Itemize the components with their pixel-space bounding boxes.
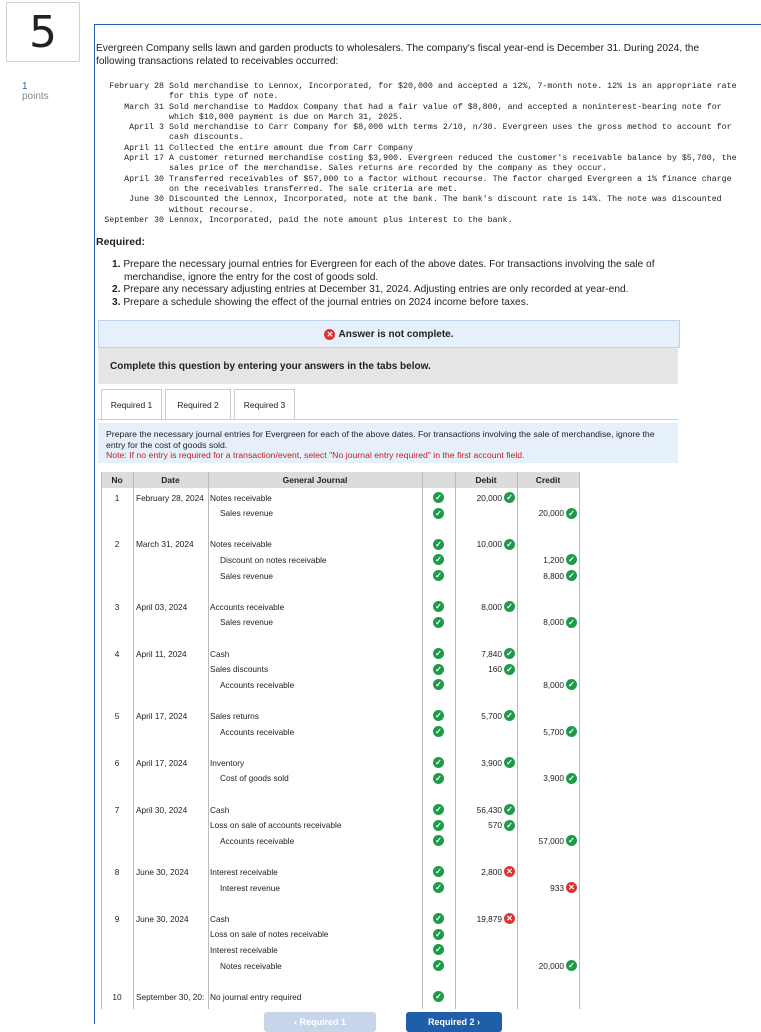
question-border-left — [94, 24, 95, 1024]
ok-check-icon: ✓ — [433, 539, 444, 550]
debit-amount: 56,430 — [476, 804, 502, 815]
account-select[interactable]: Accounts receivable — [220, 726, 295, 737]
debit-field[interactable] — [455, 664, 517, 675]
account-status — [422, 726, 455, 737]
account-status — [422, 804, 455, 815]
ok-check-icon: ✓ — [566, 726, 577, 737]
transaction-text: Sold merchandise to Lennox, Incorporated, for $20,000 and accepted a 12%, 7-month note. 12% is an appropriate rate for this type of note. — [169, 82, 742, 102]
transaction-text: A customer returned merchandise costing $3,900. Evergreen reduced the customer's receivable balance by $5,700, the sales price of the merchandise. Sales returns are recorded by the company as they occur. — [169, 154, 742, 174]
account-select[interactable]: Sales revenue — [220, 570, 274, 581]
ok-check-icon: ✓ — [566, 679, 577, 690]
account-select[interactable]: Cash — [210, 804, 230, 815]
ok-check-icon: ✓ — [433, 991, 444, 1002]
ok-check-icon: ✓ — [433, 664, 444, 675]
credit-wrap — [517, 773, 579, 784]
requirement-number: 2. — [112, 284, 121, 295]
transaction-date: April 30 — [124, 174, 164, 184]
credit-wrap — [517, 617, 579, 628]
instruction-note: Note: If no entry is required for a transaction/event, select "No journal entry required" in the first account field. — [106, 450, 525, 460]
table-row — [101, 989, 579, 1004]
transaction-row — [96, 123, 746, 144]
entry-date[interactable]: March 31, 2024 — [136, 539, 194, 550]
transaction-row — [96, 154, 746, 175]
question-number: 5 — [6, 2, 80, 62]
ok-check-icon: ✓ — [566, 773, 577, 784]
column-divider — [208, 472, 209, 1009]
debit-wrap — [455, 648, 517, 659]
account-select[interactable]: Cash — [210, 648, 230, 659]
tab-bar — [101, 389, 298, 421]
header-no: No — [111, 475, 123, 485]
debit-field[interactable] — [455, 804, 517, 815]
credit-field[interactable] — [517, 882, 579, 893]
ok-check-icon: ✓ — [504, 601, 515, 612]
debit-amount: 8,000 — [481, 601, 502, 612]
account-status — [422, 570, 455, 581]
debit-amount: 570 — [488, 820, 502, 831]
points-indicator — [22, 82, 49, 102]
debit-wrap — [455, 757, 517, 768]
entry-number: 10 — [112, 991, 122, 1002]
column-divider — [579, 472, 580, 1009]
debit-field[interactable] — [455, 710, 517, 721]
table-row — [101, 927, 579, 942]
entry-date[interactable]: September 30, 20: — [136, 991, 205, 1002]
table-row — [101, 864, 579, 879]
transaction-row — [96, 175, 746, 196]
ok-check-icon: ✓ — [433, 508, 444, 519]
credit-field[interactable] — [517, 726, 579, 737]
debit-amount: 2,800 — [481, 866, 502, 877]
next-button[interactable]: Required 2 › — [406, 1012, 502, 1032]
account-select[interactable]: Notes receivable — [210, 492, 272, 503]
account-select[interactable]: Sales revenue — [220, 508, 274, 519]
table-row — [101, 833, 579, 848]
transaction-date: March 31 — [124, 102, 164, 112]
transaction-row — [96, 216, 746, 226]
account-select[interactable]: Interest receivable — [210, 866, 278, 877]
ok-check-icon: ✓ — [433, 944, 444, 955]
credit-wrap — [517, 726, 579, 737]
ok-check-icon: ✓ — [433, 913, 444, 924]
table-row — [101, 755, 579, 770]
account-select[interactable]: Sales discounts — [210, 664, 269, 675]
account-status — [422, 539, 455, 550]
debit-amount: 7,840 — [481, 648, 502, 659]
error-icon: ✕ — [324, 329, 335, 340]
transaction-date: June 30 — [129, 195, 164, 205]
points-value: 1 — [22, 81, 28, 92]
debit-amount: 10,000 — [476, 539, 502, 550]
account-status — [422, 757, 455, 768]
transaction-row — [96, 144, 746, 154]
entry-date[interactable]: June 30, 2024 — [136, 913, 189, 924]
account-status — [422, 866, 455, 877]
debit-wrap — [455, 710, 517, 721]
credit-wrap — [517, 679, 579, 690]
account-select[interactable]: Interest revenue — [220, 882, 280, 893]
requirement-item — [112, 297, 712, 310]
table-row — [101, 818, 579, 833]
debit-field[interactable] — [455, 866, 517, 877]
credit-field[interactable] — [517, 554, 579, 565]
account-status — [422, 508, 455, 519]
table-row — [101, 880, 579, 895]
debit-field[interactable] — [455, 757, 517, 768]
tab-required-1[interactable]: Required 1 — [101, 389, 162, 421]
table-row — [101, 708, 579, 723]
table-row — [101, 506, 579, 521]
debit-amount: 19,879 — [476, 913, 502, 924]
ok-check-icon: ✓ — [433, 960, 444, 971]
requirement-text: Prepare any necessary adjusting entries at December 31, 2024. Adjusting entries are only recorded at year-end. — [123, 284, 629, 295]
ok-check-icon: ✓ — [433, 554, 444, 565]
credit-wrap — [517, 554, 579, 565]
account-status — [422, 601, 455, 612]
requirement-item — [112, 259, 712, 284]
transaction-text: Sold merchandise to Carr Company for $8,000 with terms 2/10, n/30. Evergreen uses the gross method to account for cash discounts. — [169, 123, 737, 143]
ok-check-icon: ✓ — [433, 570, 444, 581]
ok-check-icon: ✓ — [566, 835, 577, 846]
account-select[interactable]: Interest receivable — [210, 944, 278, 955]
account-select[interactable]: Accounts receivable — [210, 601, 285, 612]
journal-table — [101, 472, 579, 1002]
instructions-bar — [98, 348, 678, 384]
debit-field[interactable] — [455, 648, 517, 659]
ok-check-icon: ✓ — [433, 726, 444, 737]
header-date: Date — [161, 475, 180, 485]
ok-check-icon: ✓ — [433, 773, 444, 784]
credit-wrap — [517, 882, 579, 893]
table-row — [101, 911, 579, 926]
account-status — [422, 554, 455, 565]
ok-check-icon: ✓ — [566, 617, 577, 628]
credit-amount: 57,000 — [538, 835, 564, 846]
credit-field[interactable] — [517, 508, 579, 519]
debit-amount: 160 — [488, 664, 502, 675]
error-icon: ✕ — [504, 913, 515, 924]
table-row — [101, 537, 579, 552]
account-select[interactable]: Accounts receivable — [220, 835, 295, 846]
table-row — [101, 615, 579, 630]
transaction-text: Transferred receivables of $57,000 to a factor without recourse. The factor charged Evergreen a 1% finance charge on the receivables transferred. The sale criteria are met. — [169, 174, 737, 194]
ok-check-icon: ✓ — [566, 554, 577, 565]
transaction-row — [96, 103, 746, 124]
column-divider — [517, 472, 518, 1009]
ok-check-icon: ✓ — [433, 710, 444, 721]
account-status — [422, 664, 455, 675]
account-status — [422, 913, 455, 924]
table-row — [101, 646, 579, 661]
complete-text: Complete this question by entering your answers in the tabs below. — [110, 360, 431, 372]
ok-check-icon: ✓ — [433, 492, 444, 503]
entry-number: 6 — [114, 757, 120, 768]
debit-wrap — [455, 866, 517, 877]
account-status — [422, 492, 455, 503]
account-status — [422, 929, 455, 940]
transaction-text: Collected the entire amount due from Carr Company — [169, 143, 413, 153]
credit-field[interactable] — [517, 960, 579, 971]
table-row — [101, 490, 579, 505]
ok-check-icon: ✓ — [433, 835, 444, 846]
debit-wrap — [455, 492, 517, 503]
credit-amount: 8,800 — [543, 570, 564, 581]
instruction-text: Prepare the necessary journal entries for Evergreen for each of the above dates. For transactions involving the sale of merchandise, ignore the entry for the cost of goods sold. — [106, 429, 655, 450]
credit-wrap — [517, 960, 579, 971]
requirements-list — [112, 259, 712, 309]
credit-wrap — [517, 508, 579, 519]
ok-check-icon: ✓ — [504, 804, 515, 815]
ok-check-icon: ✓ — [433, 617, 444, 628]
transaction-date: April 11 — [124, 143, 164, 153]
column-divider — [455, 472, 456, 1009]
table-row — [101, 724, 579, 739]
table-row — [101, 552, 579, 567]
entry-date[interactable]: April 11, 2024 — [136, 648, 187, 659]
ok-check-icon: ✓ — [504, 820, 515, 831]
account-select[interactable]: Sales revenue — [220, 617, 274, 628]
ok-check-icon: ✓ — [566, 570, 577, 581]
account-select[interactable]: Loss on sale of accounts receivable — [210, 820, 342, 831]
ok-check-icon: ✓ — [504, 539, 515, 550]
credit-wrap — [517, 570, 579, 581]
transaction-row — [96, 82, 746, 103]
table-row — [101, 958, 579, 973]
requirement-item — [112, 284, 712, 297]
ok-check-icon: ✓ — [504, 757, 515, 768]
banner-text: Answer is not complete. — [338, 328, 454, 340]
account-status — [422, 820, 455, 831]
debit-field[interactable] — [455, 539, 517, 550]
credit-amount: 933 — [550, 882, 564, 893]
points-label: points — [22, 91, 49, 102]
account-status — [422, 648, 455, 659]
credit-field[interactable] — [517, 773, 579, 784]
required-heading: Required: — [96, 236, 146, 248]
table-row — [101, 802, 579, 817]
credit-amount: 1,200 — [543, 554, 564, 565]
entry-number: 4 — [114, 648, 120, 659]
error-icon: ✕ — [566, 882, 577, 893]
table-row — [101, 599, 579, 614]
debit-wrap — [455, 601, 517, 612]
credit-field[interactable] — [517, 617, 579, 628]
ok-check-icon: ✓ — [433, 757, 444, 768]
credit-field[interactable] — [517, 679, 579, 690]
credit-field[interactable] — [517, 570, 579, 581]
table-row — [101, 942, 579, 957]
credit-amount: 20,000 — [538, 960, 564, 971]
entry-number: 7 — [114, 804, 120, 815]
entry-date[interactable]: April 30, 2024 — [136, 804, 188, 815]
entry-date[interactable]: February 28, 2024 — [136, 492, 204, 503]
requirement-number: 3. — [112, 296, 121, 308]
ok-check-icon: ✓ — [504, 664, 515, 675]
ok-check-icon: ✓ — [566, 508, 577, 519]
transaction-date: April 3 — [129, 123, 164, 133]
account-status — [422, 710, 455, 721]
requirement-text: Prepare the necessary journal entries for Evergreen for each of the above dates. For transactions involving the sale of merchandise, ignore the entry for the cost of goods sold. — [123, 259, 655, 283]
credit-amount: 8,000 — [543, 679, 564, 690]
debit-wrap — [455, 664, 517, 675]
account-select[interactable]: Cost of goods sold — [220, 773, 289, 784]
account-status — [422, 960, 455, 971]
debit-field[interactable] — [455, 601, 517, 612]
table-row — [101, 677, 579, 692]
account-select[interactable]: No journal entry required — [210, 991, 302, 1002]
ok-check-icon: ✓ — [433, 648, 444, 659]
column-divider — [101, 472, 102, 1009]
column-divider — [133, 472, 134, 1009]
account-select[interactable]: Sales returns — [210, 710, 259, 721]
entry-date[interactable]: April 17, 2024 — [136, 757, 188, 768]
transaction-text: Discounted the Lennox, Incorporated, note at the bank. The bank's discount rate is 14%. The note was discounted without recourse. — [169, 195, 727, 215]
question-intro: Evergreen Company sells lawn and garden products to wholesalers. The company's fiscal year-end is December 31. During 2024, the following transactions related to receivables occurred: — [96, 43, 700, 67]
ok-check-icon: ✓ — [433, 679, 444, 690]
answer-status-banner — [98, 320, 680, 348]
table-row — [101, 662, 579, 677]
ok-check-icon: ✓ — [504, 492, 515, 503]
debit-field[interactable] — [455, 492, 517, 503]
transaction-text: Sold merchandise to Maddox Company that had a fair value of $8,800, and accepted a noninterest-bearing note for which $10,000 payment is due on March 31, 2025. — [169, 102, 727, 122]
account-select[interactable]: Cash — [210, 913, 230, 924]
entry-number: 5 — [114, 710, 120, 721]
table-row — [101, 568, 579, 583]
column-divider — [422, 472, 423, 1009]
tab-required-3[interactable]: Required 3 — [234, 389, 295, 420]
entry-number: 1 — [114, 492, 120, 503]
transaction-text: Lennox, Incorporated, paid the note amount plus interest to the bank. — [169, 215, 513, 225]
requirement-text: Prepare a schedule showing the effect of the journal entries on 2024 income before taxes. — [123, 296, 529, 308]
header-credit: Credit — [535, 475, 561, 485]
debit-amount: 5,700 — [481, 710, 502, 721]
entry-date[interactable]: June 30, 2024 — [136, 866, 189, 877]
account-select[interactable]: Inventory — [210, 757, 245, 768]
account-select[interactable]: Loss on sale of notes receivable — [210, 929, 329, 940]
transaction-date: February 28 — [109, 82, 164, 91]
account-status — [422, 991, 455, 1002]
debit-wrap — [455, 820, 517, 831]
entry-number: 2 — [114, 539, 120, 550]
credit-amount: 3,900 — [543, 773, 564, 784]
table-header — [101, 472, 579, 488]
debit-wrap — [455, 913, 517, 924]
ok-check-icon: ✓ — [433, 866, 444, 877]
account-status — [422, 882, 455, 893]
debit-wrap — [455, 804, 517, 815]
tab-divider — [98, 419, 678, 420]
credit-wrap — [517, 835, 579, 846]
tab-instructions — [98, 423, 678, 463]
prev-button[interactable]: ‹ Required 1 — [264, 1012, 376, 1032]
account-select[interactable]: Notes receivable — [220, 960, 282, 971]
debit-amount: 3,900 — [481, 757, 502, 768]
credit-field[interactable] — [517, 835, 579, 846]
account-status — [422, 617, 455, 628]
credit-amount: 20,000 — [538, 508, 564, 519]
ok-check-icon: ✓ — [433, 601, 444, 612]
entry-number: 9 — [114, 913, 120, 924]
account-status — [422, 773, 455, 784]
table-row — [101, 771, 579, 786]
transaction-row — [96, 195, 746, 216]
entry-date[interactable]: April 03, 2024 — [136, 601, 188, 612]
ok-check-icon: ✓ — [433, 882, 444, 893]
account-select[interactable]: Notes receivable — [210, 539, 272, 550]
debit-amount: 20,000 — [476, 492, 502, 503]
entry-number: 3 — [114, 601, 120, 612]
transaction-date: September 30 — [104, 215, 164, 225]
tab-required-2[interactable]: Required 2 — [165, 389, 231, 420]
debit-wrap — [455, 539, 517, 550]
ok-check-icon: ✓ — [504, 710, 515, 721]
transaction-date: April 17 — [124, 154, 164, 164]
ok-check-icon: ✓ — [433, 929, 444, 940]
transactions-list — [96, 82, 746, 226]
ok-check-icon: ✓ — [433, 804, 444, 815]
error-icon: ✕ — [504, 866, 515, 877]
header-debit: Debit — [475, 475, 497, 485]
ok-check-icon: ✓ — [504, 648, 515, 659]
debit-field[interactable] — [455, 913, 517, 924]
ok-check-icon: ✓ — [433, 820, 444, 831]
account-status — [422, 944, 455, 955]
header-journal: General Journal — [282, 475, 348, 485]
account-status — [422, 679, 455, 690]
account-status — [422, 835, 455, 846]
entry-number: 8 — [114, 866, 120, 877]
credit-amount: 5,700 — [543, 726, 564, 737]
account-select[interactable]: Discount on notes receivable — [220, 554, 327, 565]
question-border-top — [94, 24, 761, 25]
account-select[interactable]: Accounts receivable — [220, 679, 295, 690]
credit-amount: 8,000 — [543, 617, 564, 628]
entry-date[interactable]: April 17, 2024 — [136, 710, 188, 721]
ok-check-icon: ✓ — [566, 960, 577, 971]
requirement-number: 1. — [112, 259, 121, 270]
debit-field[interactable] — [455, 820, 517, 831]
